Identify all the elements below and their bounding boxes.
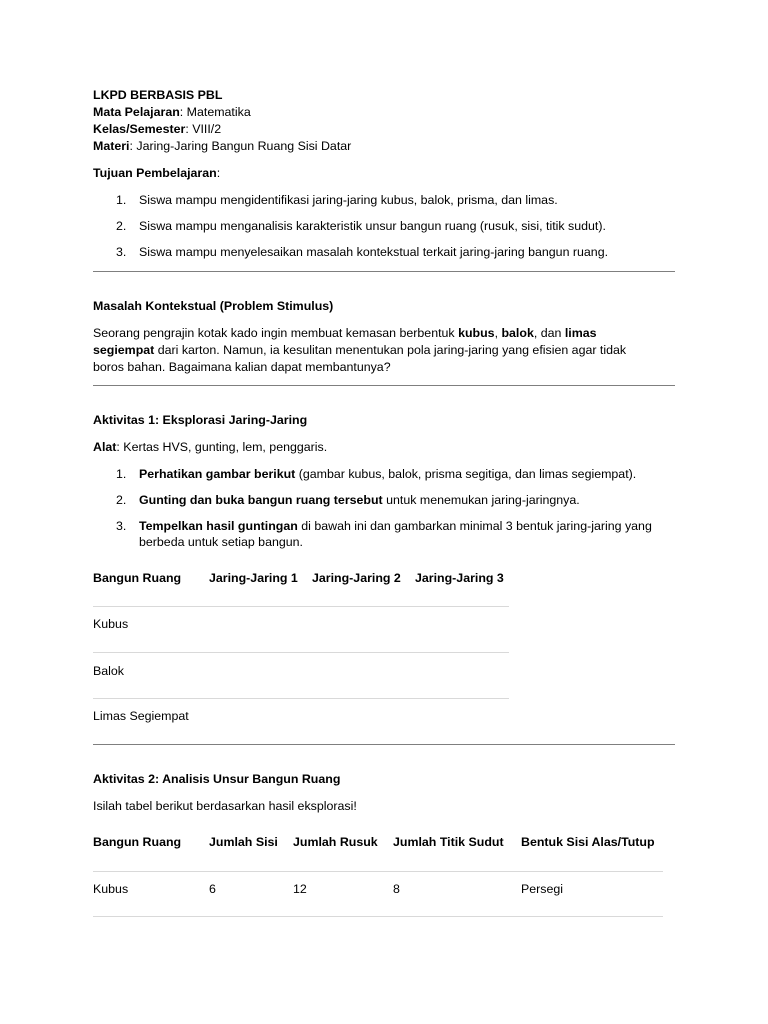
table-header-row	[93, 834, 663, 871]
table-cell	[312, 606, 415, 652]
objectives-heading: Tujuan Pembelajaran:	[93, 166, 221, 180]
problem-heading: Masalah Kontekstual (Problem Stimulus)	[93, 299, 334, 313]
elements-table	[93, 834, 663, 917]
document-title: LKPD BERBASIS PBL	[93, 88, 223, 102]
list-item: 3. Siswa mampu menyelesaikan masalah kontekstual terkait jaring-jaring bangun ruang.	[116, 245, 609, 259]
table-header: Bangun Ruang	[93, 571, 182, 585]
tools-line: Alat: Kertas HVS, gunting, lem, penggaris.	[93, 440, 328, 454]
activity1-heading: Aktivitas 1: Eksplorasi Jaring-Jaring	[93, 413, 308, 427]
objectives-list	[93, 192, 675, 260]
subject-line: Mata Pelajaran: Matematika	[93, 105, 251, 119]
table-cell	[312, 652, 415, 698]
table-header: Jumlah Sisi	[209, 835, 278, 849]
table-header-row	[93, 570, 509, 606]
table-header: Jumlah Rusuk	[293, 835, 378, 849]
table-cell: 12	[293, 871, 393, 916]
table-header: Bangun Ruang	[93, 835, 182, 849]
class-line: Kelas/Semester: VIII/2	[93, 122, 222, 136]
section-divider	[93, 744, 675, 745]
table-row	[93, 606, 509, 652]
activity2-instruction: Isilah tabel berikut berdasarkan hasil eksplorasi!	[93, 799, 357, 813]
problem-paragraph: Seorang pengrajin kotak kado ingin membuat kemasan berbentuk kubus, balok, dan limas segiempat dari karton. Namun, ia kesulitan menentukan pola jaring-jaring yang efisien agar tidak boros bahan. Bagaimana kalian dapat membantunya?	[93, 326, 627, 374]
section-divider	[93, 385, 675, 386]
activity1-steps	[93, 466, 675, 550]
table-cell	[415, 606, 509, 652]
table-cell	[209, 698, 312, 744]
list-item: 2. Siswa mampu menganalisis karakteristik unsur bangun ruang (rusuk, sisi, titik sudut).	[116, 219, 606, 233]
table-cell: Persegi	[521, 871, 663, 916]
nets-table	[93, 570, 509, 744]
table-header: Jaring-Jaring 2	[312, 571, 401, 585]
table-header: Jaring-Jaring 3	[415, 571, 504, 585]
material-line: Materi: Jaring-Jaring Bangun Ruang Sisi Datar	[93, 139, 352, 153]
table-row	[93, 698, 509, 744]
table-header: Jaring-Jaring 1	[209, 571, 298, 585]
section-divider	[93, 271, 675, 272]
table-header: Bentuk Sisi Alas/Tutup	[521, 835, 655, 849]
table-cell	[312, 698, 415, 744]
list-item: 2. Gunting dan buka bangun ruang tersebut untuk menemukan jaring-jaringnya.	[116, 493, 580, 507]
table-row	[93, 871, 663, 916]
activity2-heading: Aktivitas 2: Analisis Unsur Bangun Ruang	[93, 772, 341, 786]
table-bottom-border	[93, 916, 663, 917]
list-item: 1. Perhatikan gambar berikut (gambar kubus, balok, prisma segitiga, dan limas segiempat).	[116, 467, 637, 481]
table-header: Jumlah Titik Sudut	[393, 835, 504, 849]
document-page	[93, 87, 675, 917]
table-cell	[415, 652, 509, 698]
table-cell: Limas Segiempat	[93, 698, 209, 744]
table-cell: 6	[209, 871, 293, 916]
table-cell	[209, 652, 312, 698]
table-cell: Kubus	[93, 871, 209, 916]
table-cell: Kubus	[93, 606, 209, 652]
table-cell	[209, 606, 312, 652]
table-cell: 8	[393, 871, 521, 916]
table-cell	[415, 698, 509, 744]
table-row	[93, 652, 509, 698]
list-item: 1. Siswa mampu mengidentifikasi jaring-jaring kubus, balok, prisma, dan limas.	[116, 193, 558, 207]
table-cell: Balok	[93, 652, 209, 698]
list-item: 3. Tempelkan hasil guntingan di bawah ini dan gambarkan minimal 3 bentuk jaring-jaring yang berbeda untuk setiap bangun.	[116, 519, 652, 549]
